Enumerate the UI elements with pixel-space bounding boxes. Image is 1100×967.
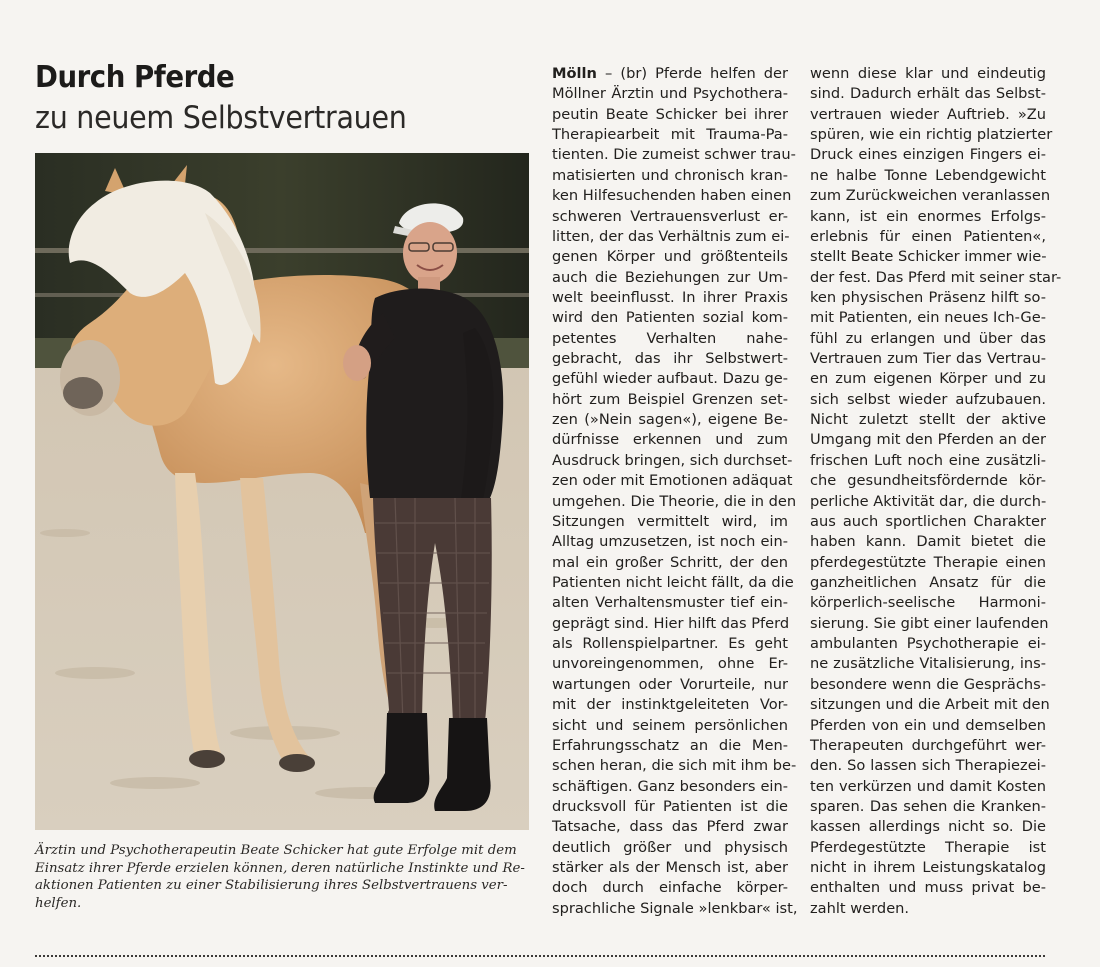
caption-line: Einsatz ihrer Pferde erzielen können, deren natürliche Instinkte und Re- (35, 860, 525, 876)
text-line: sprachliche Signale »lenkbar« ist, (552, 899, 798, 917)
text-line: stellt Beate Schicker immer wie- (810, 248, 1047, 266)
text-line: peutin Beate Schicker bei ihrer (552, 105, 788, 123)
text-line: sitzungen und die Arbeit mit den (810, 696, 1050, 714)
text-line: als Rollenspielpartner. Es geht (552, 635, 788, 653)
text-line: mal ein großer Schritt, der den (552, 553, 788, 571)
text-line: ken physischen Präsenz hilft so- (810, 288, 1046, 306)
text-line: mit Patienten, ein neues Ich-Ge- (810, 309, 1046, 327)
text-line: spüren, wie ein richtig platzierter (810, 126, 1053, 144)
text-line: deutlich größer und physisch (552, 838, 788, 856)
text-line: sich selbst wieder aufzubauen. (810, 390, 1046, 408)
headline-line-1: Durch Pferde (35, 60, 235, 95)
text-line: Erfahrungsschatz an die Men- (552, 736, 788, 754)
text-line: kassen allerdings nicht so. Die (810, 818, 1046, 836)
text-line: Alltag umzusetzen, ist noch ein- (552, 533, 788, 551)
text-line: stärker als der Mensch ist, aber (552, 859, 788, 877)
text-line: Pferden von ein und demselben (810, 716, 1046, 734)
text-line: sparen. Das sehen die Kranken- (810, 797, 1046, 815)
text-line: geprägt sind. Hier hilft das Pferd (552, 614, 790, 632)
text-line: ambulanten Psychotherapie ei- (810, 635, 1046, 653)
text-line: wartungen oder Vorurteile, nur (552, 675, 788, 693)
text-line: Therapeuten durchgeführt wer- (810, 736, 1046, 754)
text-line: umgehen. Die Theorie, die in den (552, 492, 797, 510)
text-line: wird den Patienten sozial kom- (552, 309, 788, 327)
text-line: alten Verhaltensmuster tief ein- (552, 594, 788, 612)
text-line: der fest. Das Pferd mit seiner star- (810, 268, 1062, 286)
text-line: Umgang mit den Pferden an der (810, 431, 1046, 449)
text-line: Druck eines einzigen Fingers ei- (810, 146, 1046, 164)
text-line: tienten. Die zumeist schwer trau- (552, 146, 796, 164)
text-line: besondere wenn die Gesprächs- (810, 675, 1046, 693)
text-line: dürfnisse erkennen und zum (552, 431, 788, 449)
text-line: mit der instinktgeleiteten Vor- (552, 696, 788, 714)
text-line: den. So lassen sich Therapiezei- (810, 757, 1046, 775)
text-line: matisierten und chronisch kran- (552, 166, 788, 184)
text-line: welt beeinflusst. In ihrer Praxis (552, 288, 788, 306)
text-line: wenn diese klar und eindeutig (810, 65, 1046, 82)
text-line: genen Körper und größtenteils (552, 248, 788, 266)
article-column-2 (810, 64, 1062, 919)
text-line: Patienten nicht leicht fällt, da die (552, 573, 794, 591)
photo-caption (35, 842, 530, 912)
text-line: Mölln – (br) Pferde helfen der (552, 65, 788, 82)
text-line: ten verkürzen und damit Kosten (810, 777, 1046, 795)
article-column-1 (552, 64, 798, 919)
text-line: Sitzungen vermittelt wird, im (552, 512, 788, 530)
text-line: Nicht zuletzt stellt der aktive (810, 411, 1046, 429)
text-line: che gesundheitsfördernde kör- (810, 472, 1046, 490)
text-line: gebracht, das ihr Selbstwert- (552, 350, 788, 368)
text-line: gefühl wieder aufbaut. Dazu ge- (552, 370, 788, 388)
text-line: nicht in ihrem Leistungskatalog (810, 859, 1046, 877)
text-line: ne halbe Tonne Lebendgewicht (810, 166, 1046, 184)
text-line: zahlt werden. (810, 899, 910, 917)
text-line: Ausdruck bringen, sich durchset- (552, 451, 793, 469)
text-line: vertrauen wieder Auftrieb. »Zu (810, 105, 1046, 123)
text-line: perliche Aktivität dar, die durch- (810, 492, 1047, 510)
text-line: aus auch sportlichen Charakter (810, 512, 1046, 530)
text-line: zen oder mit Emotionen adäquat (552, 472, 793, 490)
text-line: ganzheitlichen Ansatz für die (810, 573, 1046, 591)
article-photo-horse-and-woman (35, 153, 529, 830)
text-line: en zum eigenen Körper und zu (810, 370, 1046, 388)
text-line: erlebnis für einen Patienten«, (810, 227, 1046, 245)
text-line: hört zum Beispiel Grenzen set- (552, 390, 788, 408)
text-line: Tatsache, dass das Pferd zwar (552, 818, 788, 836)
text-line: schäftigen. Ganz besonders ein- (552, 777, 788, 795)
text-line: ken Hilfesuchenden haben einen (552, 187, 792, 205)
caption-line: Ärztin und Psychotherapeutin Beate Schicker hat gute Erfolge mit dem (35, 843, 517, 858)
text-line: doch durch einfache körper- (552, 879, 788, 897)
text-line: drucksvoll für Patienten ist die (552, 797, 788, 815)
text-line: Möllner Ärztin und Psychothera- (552, 85, 788, 103)
text-line: petentes Verhalten nahe- (552, 329, 788, 347)
text-line: zen (»Nein sagen«), eigene Be- (552, 411, 788, 429)
text-line: ne zusätzliche Vitalisierung, ins- (810, 655, 1046, 673)
text-line: Pferdegestützte Therapie ist (810, 838, 1046, 856)
photo-illustration (35, 153, 529, 830)
text-line: zum Zurückweichen veranlassen (810, 187, 1051, 205)
text-line: frischen Luft noch eine zusätzli- (810, 451, 1046, 469)
headline-line-2: zu neuem Selbstvertrauen (35, 100, 407, 136)
caption-line: helfen. (35, 895, 82, 911)
text-line: sierung. Sie gibt einer laufenden (810, 614, 1049, 632)
text-line: unvoreingenommen, ohne Er- (552, 655, 788, 673)
text-line: körperlich-seelische Harmoni- (810, 594, 1046, 612)
text-line: fühl zu erlangen und über das (810, 329, 1046, 347)
text-line: haben kann. Damit bietet die (810, 533, 1046, 551)
dateline: Mölln (552, 65, 597, 82)
text-line: auch die Beziehungen zur Um- (552, 268, 788, 286)
text-line: kann, ist ein enormes Erfolgs- (810, 207, 1046, 225)
text-line: sind. Dadurch erhält das Selbst- (810, 85, 1046, 103)
text-line: sicht und seinem persönlichen (552, 716, 788, 734)
text-line: pferdegestützte Therapie einen (810, 553, 1046, 571)
text-line: Therapiearbeit mit Trauma-Pa- (552, 126, 788, 144)
caption-line: aktionen Patienten zu einer Stabilisierung ihres Selbstvertrauens ver- (35, 878, 508, 894)
text-line: Vertrauen zum Tier das Vertrau- (810, 350, 1046, 368)
text-line: schen heran, die sich mit ihm be- (552, 757, 797, 775)
dotted-divider (35, 955, 1045, 957)
text-line: enthalten und muss privat be- (810, 879, 1046, 897)
text-line: schweren Vertrauensverlust er- (552, 207, 788, 225)
text-line: litten, der das Verhältnis zum ei- (552, 227, 790, 245)
